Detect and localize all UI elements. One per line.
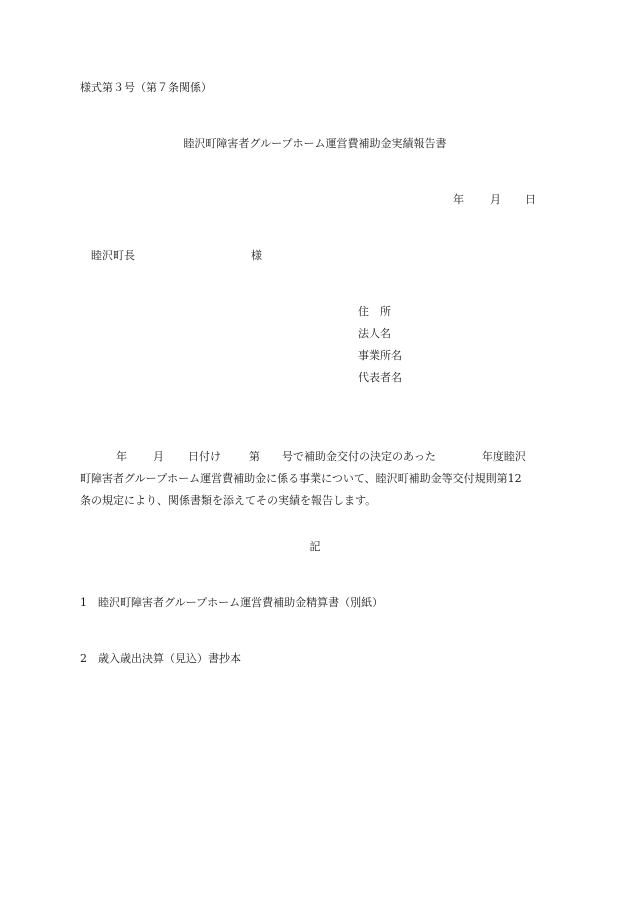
form-number: 様式第３号（第７条関係） <box>80 81 212 94</box>
applicant-representative-label: 代表者名 <box>358 371 402 384</box>
body-line-1: 年 月 日付け 第 号で補助金交付の決定のあった 年度睦沢 <box>116 450 526 463</box>
body-paragraph <box>80 446 550 512</box>
body-line-3: 条の規定により、関係書類を添えてその実績を報告します。 <box>80 494 377 507</box>
date-year: 年 <box>453 193 464 206</box>
list-item-text: 睦沢町障害者グループホーム運営費補助金精算書（別紙） <box>98 596 384 609</box>
body-line-2: 町障害者グループホーム運営費補助金に係る事業について、睦沢町補助金等交付規則第12 <box>80 472 522 485</box>
date-line <box>453 194 536 205</box>
applicant-office-label: 事業所名 <box>358 349 402 362</box>
addressee <box>91 250 262 261</box>
list-item-number: 2 <box>80 652 87 665</box>
list-item-text: 歳入歳出決算（見込）書抄本 <box>98 652 241 665</box>
list-item <box>80 653 241 664</box>
document-title: 睦沢町障害者グループホーム運営費補助金実績報告書 <box>183 137 447 150</box>
date-month: 月 <box>490 193 501 206</box>
list-item-number: 1 <box>80 596 87 609</box>
date-day: 日 <box>525 193 536 206</box>
addressee-name: 睦沢町長 <box>91 249 135 262</box>
list-item <box>80 597 383 608</box>
applicant-address-label: 住 所 <box>358 305 391 318</box>
ki-heading: 記 <box>309 540 321 553</box>
addressee-honorific: 様 <box>251 249 262 262</box>
applicant-corporation-label: 法人名 <box>358 327 391 340</box>
